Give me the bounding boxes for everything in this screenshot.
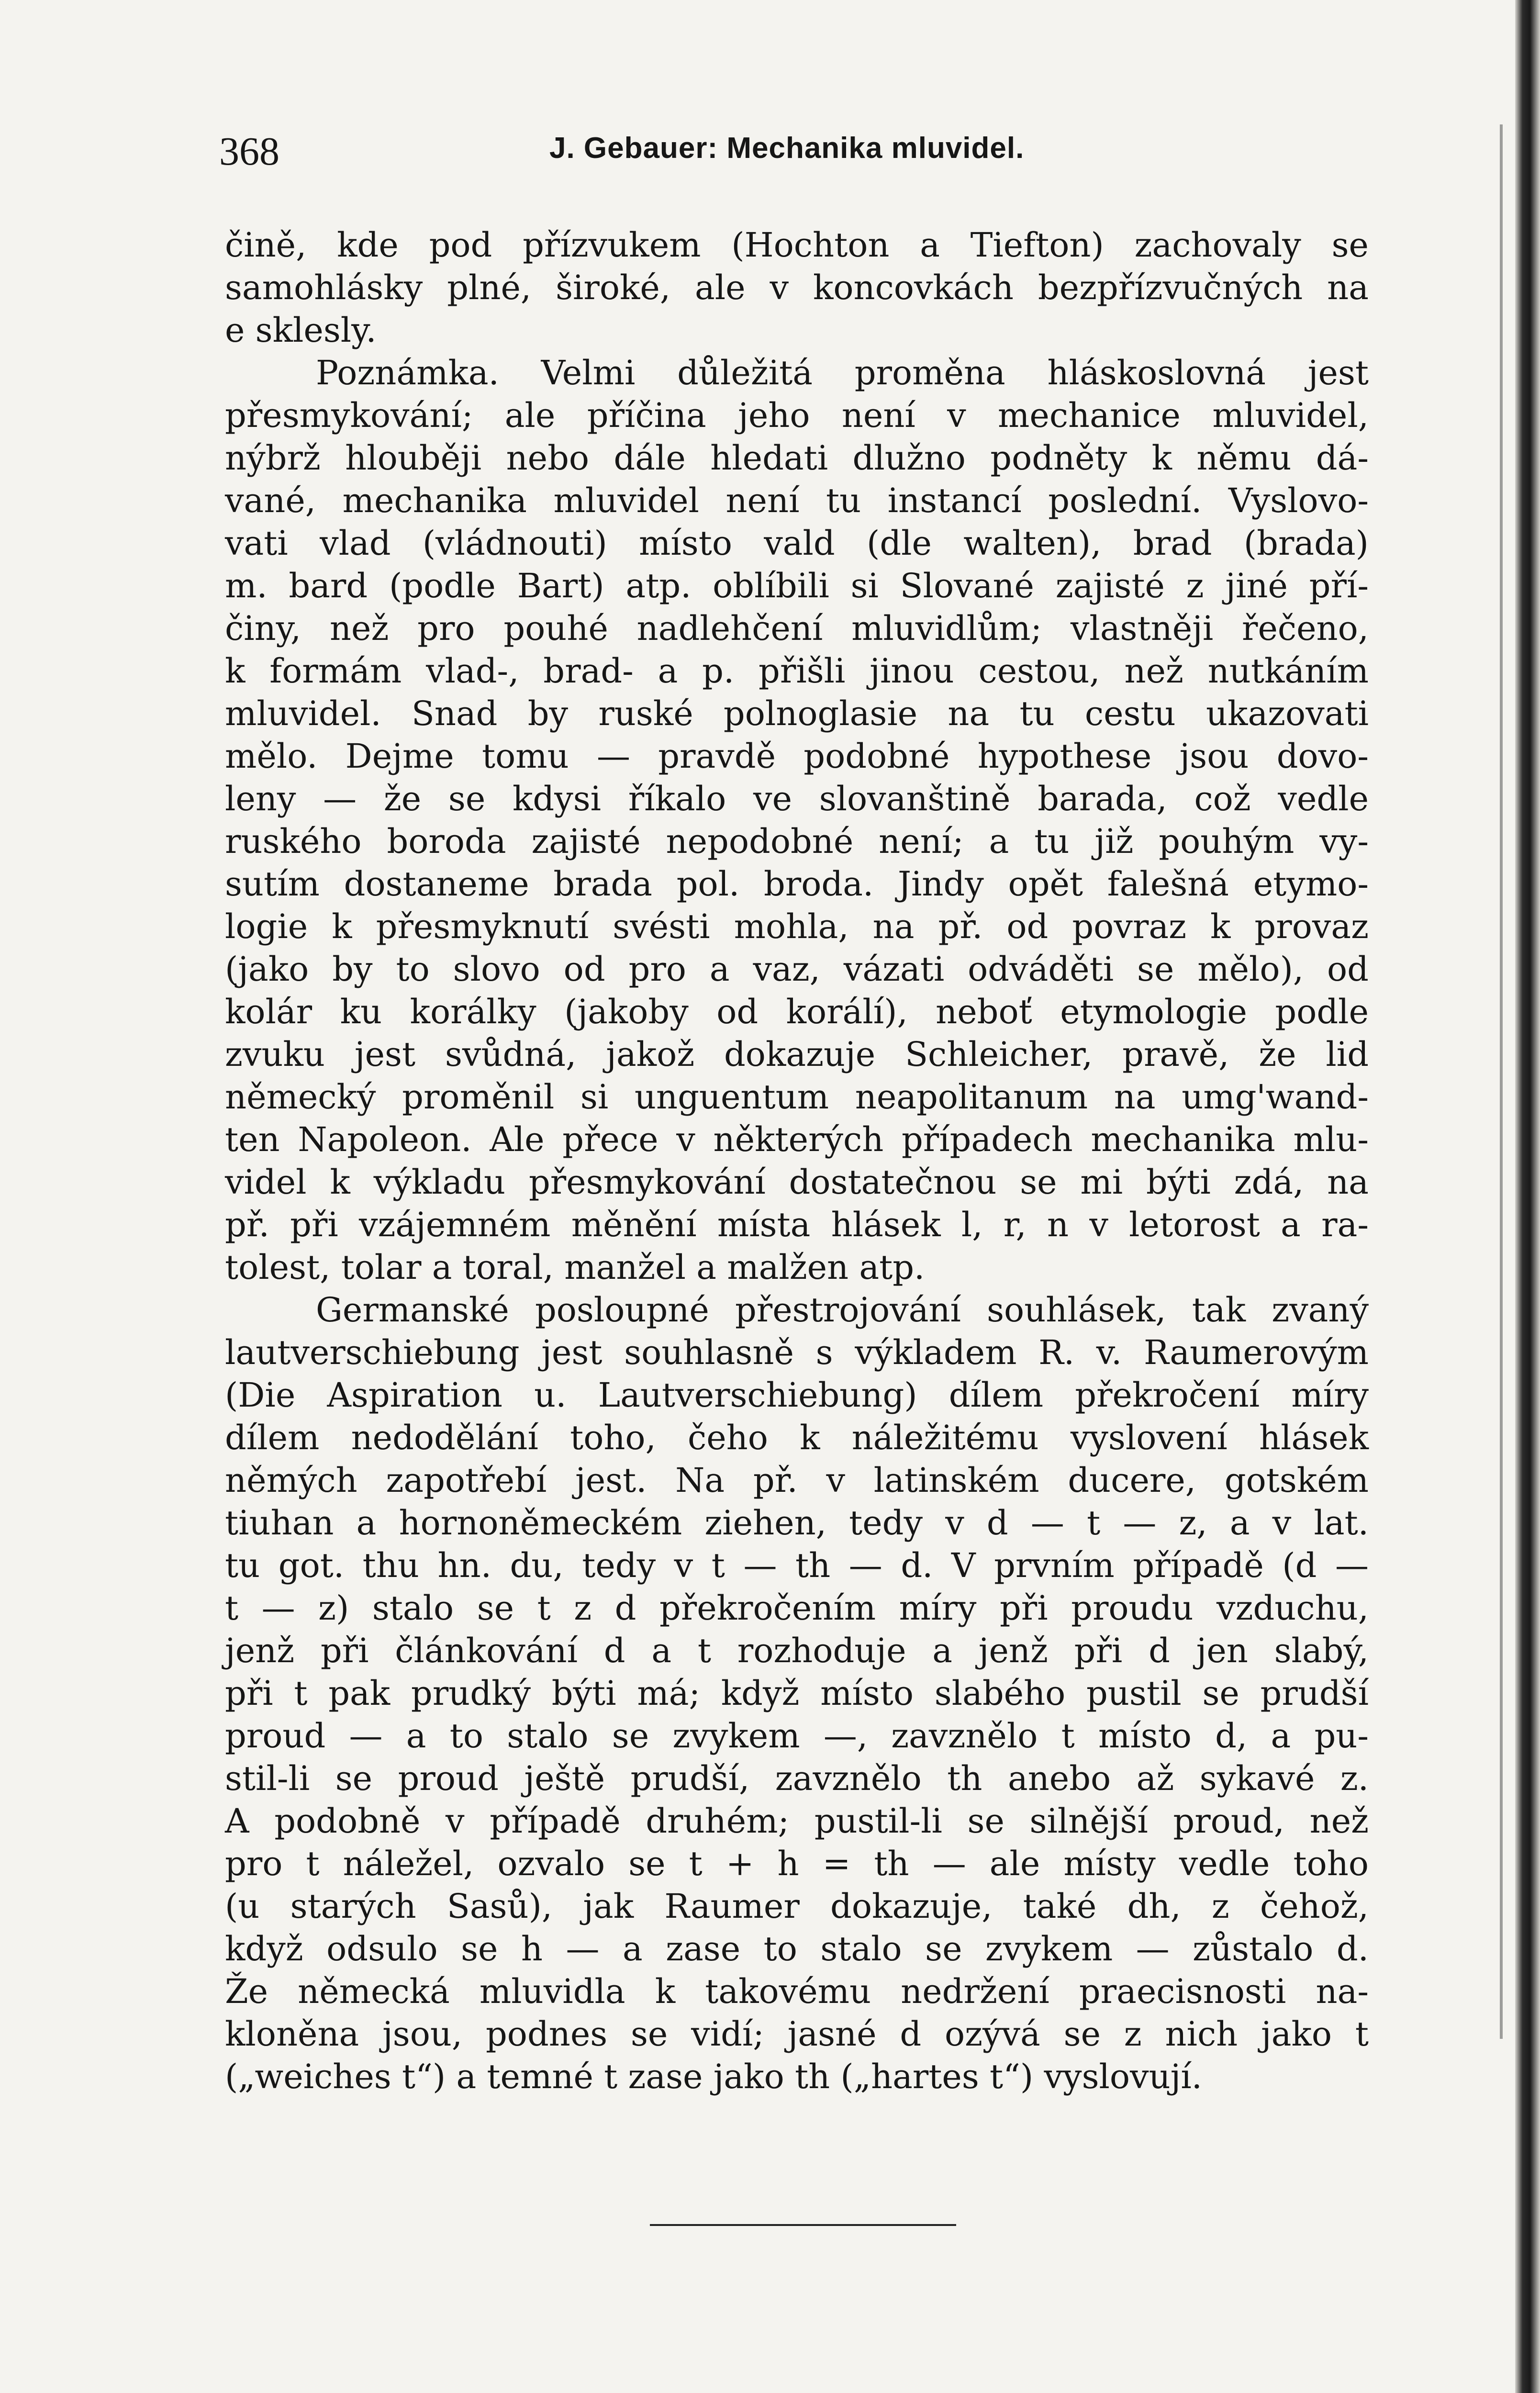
text-line: ten Napoleon. Ale přece v některých případech mechanika mlu- [225,1120,1369,1159]
text-line: t — z) stalo se t z d překročením míry při proudu vzduchu, [225,1588,1369,1628]
text-line: e sklesly. [225,311,377,350]
page-header [219,123,1377,181]
text-line: zvuku jest svůdná, jakož dokazuje Schleicher, pravě, že lid [225,1035,1369,1074]
text-line: čině, kde pod přízvukem (Hochton a Tiefton) zachovaly se [225,225,1369,265]
text-line: nýbrž hlouběji nebo dále hledati dlužno podněty k němu dá- [225,438,1369,478]
binding-line [1500,124,1503,2039]
text-line: německý proměnil si unguentum neapolitanum na umg'wand- [225,1077,1369,1117]
text-line: (Die Aspiration u. Lautverschiebung) dílem překročení míry [225,1375,1369,1415]
text-line: stil-li se proud ještě prudší, zavznělo th anebo až sykavé z. [225,1759,1369,1798]
text-line: mluvidel. Snad by ruské polnoglasie na tu cestu ukazovati [225,694,1369,733]
footer-rule [650,2224,956,2226]
text-line: př. při vzájemném měnění místa hlásek l, r, n v letorost a ra- [225,1205,1369,1244]
text-line: logie k přesmyknutí svésti mohla, na př. od povraz k provaz [225,907,1369,946]
text-line: m. bard (podle Bart) atp. oblíbili si Slované zajisté z jiné pří- [225,566,1369,605]
text-line: činy, než pro pouhé nadlehčení mluvidlům; vlastněji řečeno, [225,609,1369,648]
text-line: („weiches t“) a temné t zase jako th („hartes t“) vyslovují. [225,2057,1202,2096]
text-line: leny — že se kdysi říkalo ve slovanštině barada, což vedle [225,779,1369,818]
page-number: 368 [219,129,279,174]
text-line: A podobně v případě druhém; pustil-li se silnější proud, než [225,1801,1369,1841]
text-line: samohlásky plné, široké, ale v koncovkách bezpřízvučných na [225,268,1369,307]
text-line: kloněna jsou, podnes se vidí; jasné d ozývá se z nich jako t [225,2014,1369,2054]
text-line: Germanské posloupné přestrojování souhlásek, tak zvaný [316,1290,1369,1330]
text-line: sutím dostaneme brada pol. broda. Jindy opět falešná etymo- [225,864,1369,904]
text-line: k formám vlad-, brad- a p. přišli jinou cestou, než nutkáním [225,651,1369,691]
text-line: tolest, tolar a toral, manžel a malžen atp. [225,1248,925,1287]
text-line: proud — a to stalo se zvykem —, zavznělo t místo d, a pu- [225,1716,1369,1756]
text-line: tiuhan a hornoněmeckém ziehen, tedy v d — t — z, a v lat. [225,1503,1369,1543]
text-line: tu got. thu hn. du, tedy v t — th — d. V prvním případě (d — [225,1546,1369,1585]
text-line: vati vlad (vládnouti) místo vald (dle walten), brad (brada) [225,524,1369,563]
note-heading-line: Poznámka. Velmi důležitá proměna hláskoslovná jest [316,353,1369,392]
running-title: J. Gebauer: Mechanika mluvidel. [549,132,1025,165]
text-line: (u starých Sasů), jak Raumer dokazuje, také dh, z čehož, [225,1887,1369,1926]
text-line: němých zapotřebí jest. Na př. v latinském ducere, gotském [225,1461,1369,1500]
text-line: kolár ku korálky (jakoby od korálí), neboť etymologie podle [225,992,1369,1031]
text-line: přesmykování; ale příčina jeho není v mechanice mluvidel, [225,396,1369,435]
text-line: lautverschiebung jest souhlasně s výkladem R. v. Raumerovým [225,1333,1369,1372]
text-line: mělo. Dejme tomu — pravdě podobné hypothese jsou dovo- [225,737,1369,776]
text-line: při t pak prudký býti má; když místo slabého pustil se prudší [225,1674,1369,1713]
text-line: jenž při článkování d a t rozhoduje a jenž při d jen slabý, [225,1631,1369,1670]
text-line: když odsulo se h — a zase to stalo se zvykem — zůstalo d. [225,1929,1369,1968]
text-line: Že německá mluvidla k takovému nedržení praecisnosti na- [225,1972,1369,2011]
body-text [225,224,1369,2098]
text-line: dílem nedodělání toho, čeho k náležitému vyslovení hlásek [225,1418,1369,1457]
text-line: pro t náležel, ozvalo se t + h = th — ale místy vedle toho [225,1844,1369,1883]
text-line: vané, mechanika mluvidel není tu instancí poslední. Vyslovo- [225,481,1369,520]
text-line: videl k výkladu přesmykování dostatečnou se mi býti zdá, na [225,1163,1369,1202]
page-edge-shadow [1515,0,1540,2393]
text-line: ruského boroda zajisté nepodobné není; a tu již pouhým vy- [225,822,1369,861]
text-line: (jako by to slovo od pro a vaz, vázati odváděti se mělo), od [225,950,1369,989]
